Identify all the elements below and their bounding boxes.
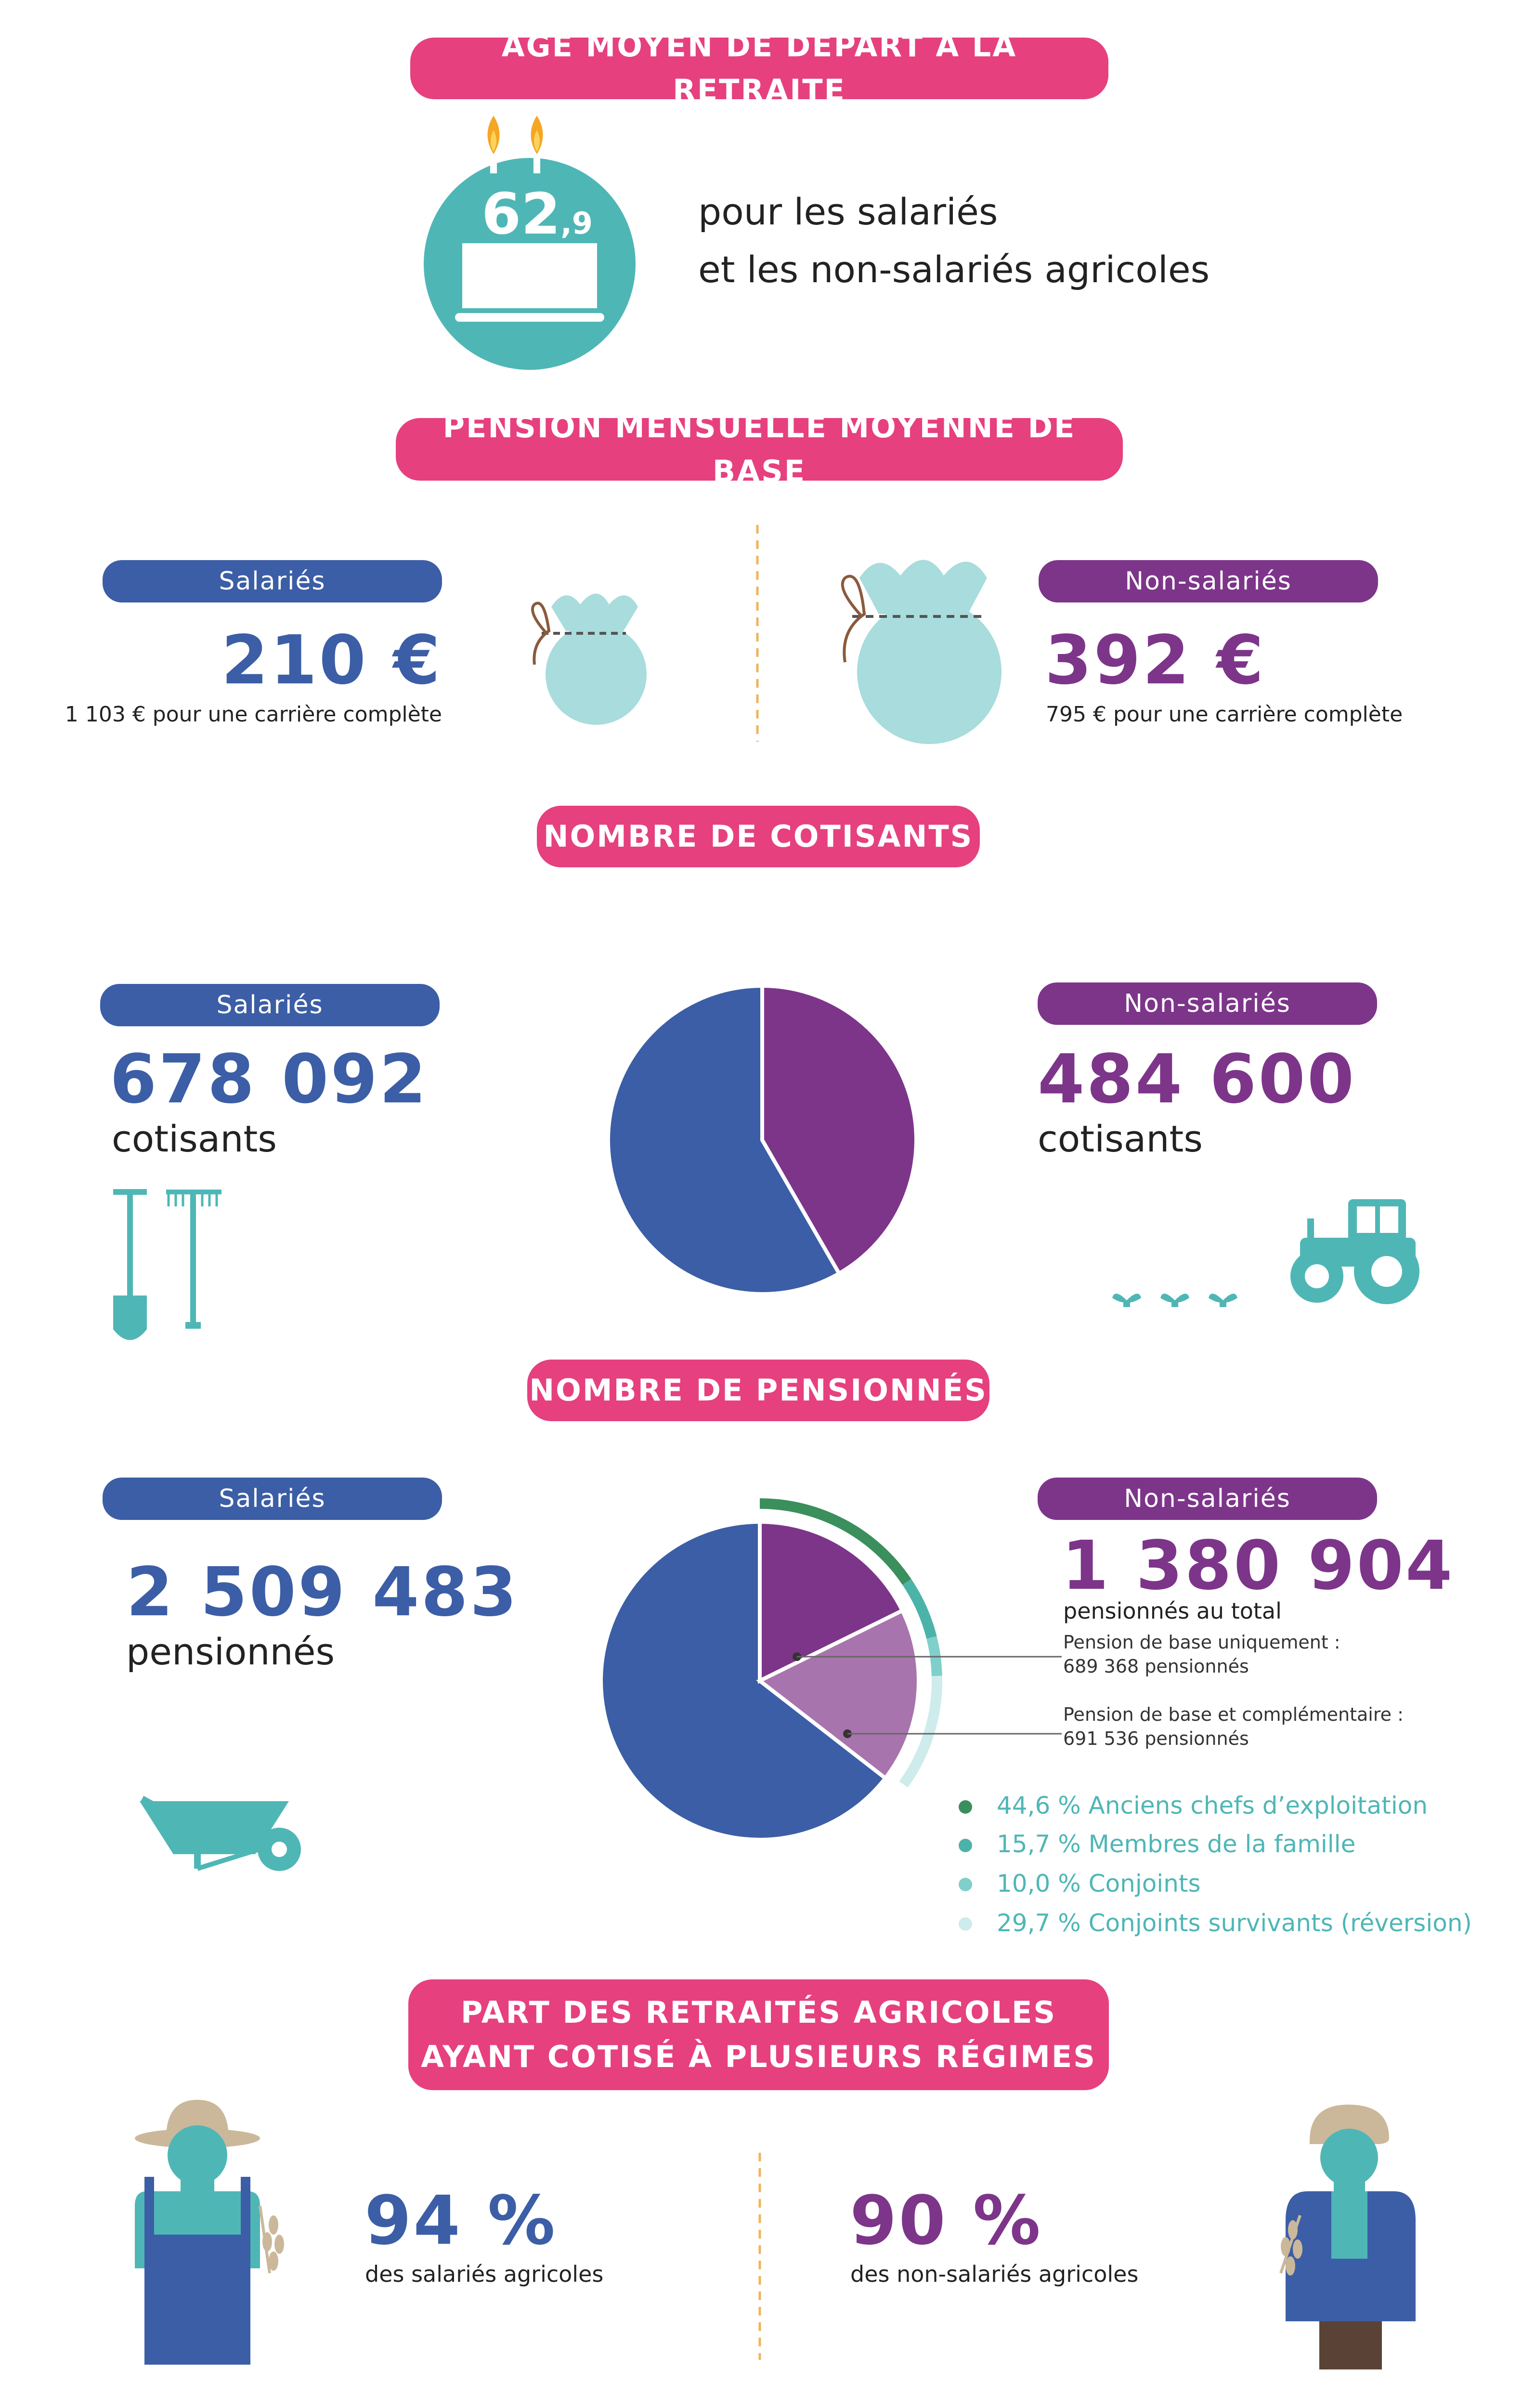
cotisants-pie-chart bbox=[608, 986, 916, 1294]
legend-dot bbox=[959, 1917, 972, 1931]
pensionnes-salaries-value: 2 509 483 bbox=[126, 1553, 519, 1632]
legend-item: 44,6 % Anciens chefs d’exploitation bbox=[997, 1792, 1428, 1819]
shovel-rake-icon bbox=[113, 1190, 221, 1340]
legend-item: 29,7 % Conjoints survivants (réversion) bbox=[997, 1909, 1472, 1937]
pension-salaries-value: 210 € bbox=[221, 621, 442, 700]
section-title-pensionnes: NOMBRE DE PENSIONNÉS bbox=[527, 1360, 989, 1421]
pension-non-salaries-value: 392 € bbox=[1045, 621, 1266, 700]
cotisants-salaries-value: 678 092 bbox=[110, 1040, 429, 1119]
part-salaries-label: des salariés agricoles bbox=[365, 2261, 604, 2287]
farmer-non-salarie-icon bbox=[1281, 2105, 1416, 2369]
pension-non-salaries-note: 795 € pour une carrière complète bbox=[1046, 702, 1403, 727]
age-line-1: pour les salariés bbox=[698, 190, 998, 233]
tag-salaries: Salariés bbox=[103, 560, 442, 602]
money-bag-icon bbox=[843, 560, 1002, 745]
pensionnes-salaries-unit: pensionnés bbox=[126, 1630, 335, 1673]
part-non-salaries-value: 90 % bbox=[850, 2182, 1042, 2260]
tag-non-salaries: Non-salariés bbox=[1039, 560, 1378, 602]
section-title-part: PART DES RETRAITÉS AGRICOLES AYANT COTISÉ À PLUSIEURS RÉGIMES bbox=[408, 1979, 1109, 2090]
tag-salaries: Salariés bbox=[100, 984, 440, 1026]
cotisants-non-salaries-value: 484 600 bbox=[1038, 1040, 1356, 1119]
tag-non-salaries: Non-salariés bbox=[1038, 982, 1377, 1025]
tag-non-salaries: Non-salariés bbox=[1038, 1478, 1377, 1520]
legend-item: 15,7 % Membres de la famille bbox=[997, 1830, 1356, 1858]
pensionnes-non-salaries-value: 1 380 904 bbox=[1062, 1527, 1455, 1605]
legend-dot bbox=[959, 1839, 972, 1852]
wheelbarrow-icon bbox=[140, 1799, 301, 1871]
callout-base-only: Pension de base uniquement : 689 368 pensionnés bbox=[1063, 1632, 1340, 1677]
pensionnes-non-salaries-unit: pensionnés au total bbox=[1063, 1598, 1282, 1624]
legend-dot bbox=[959, 1878, 972, 1891]
sprout-icon bbox=[1112, 1294, 1237, 1307]
cotisants-non-salaries-unit: cotisants bbox=[1038, 1117, 1203, 1160]
section-title-cotisants: NOMBRE DE COTISANTS bbox=[537, 806, 980, 867]
cotisants-salaries-unit: cotisants bbox=[112, 1117, 277, 1160]
tag-salaries: Salariés bbox=[103, 1478, 442, 1520]
section-title-pension: PENSION MENSUELLE MOYENNE DE BASE bbox=[396, 418, 1123, 481]
pension-salaries-note: 1 103 € pour une carrière complète bbox=[65, 702, 442, 727]
age-line-2: et les non-salariés agricoles bbox=[698, 248, 1210, 291]
callout-base-complementary: Pension de base et complémentaire : 691 536 pensionnés bbox=[1063, 1704, 1404, 1749]
section-title-age: ÂGE MOYEN DE DÉPART À LA RETRAITE bbox=[410, 38, 1108, 99]
farmer-salarie-icon bbox=[135, 2100, 284, 2365]
money-bag-icon bbox=[533, 594, 647, 725]
tractor-icon bbox=[1290, 1199, 1419, 1304]
pensionnes-pie-chart bbox=[601, 1504, 1062, 1840]
part-non-salaries-label: des non-salariés agricoles bbox=[850, 2261, 1139, 2287]
part-salaries-value: 94 % bbox=[364, 2182, 557, 2260]
legend-item: 10,0 % Conjoints bbox=[997, 1870, 1201, 1898]
legend-dot bbox=[959, 1800, 972, 1814]
age-value: 62,9 bbox=[481, 181, 593, 247]
